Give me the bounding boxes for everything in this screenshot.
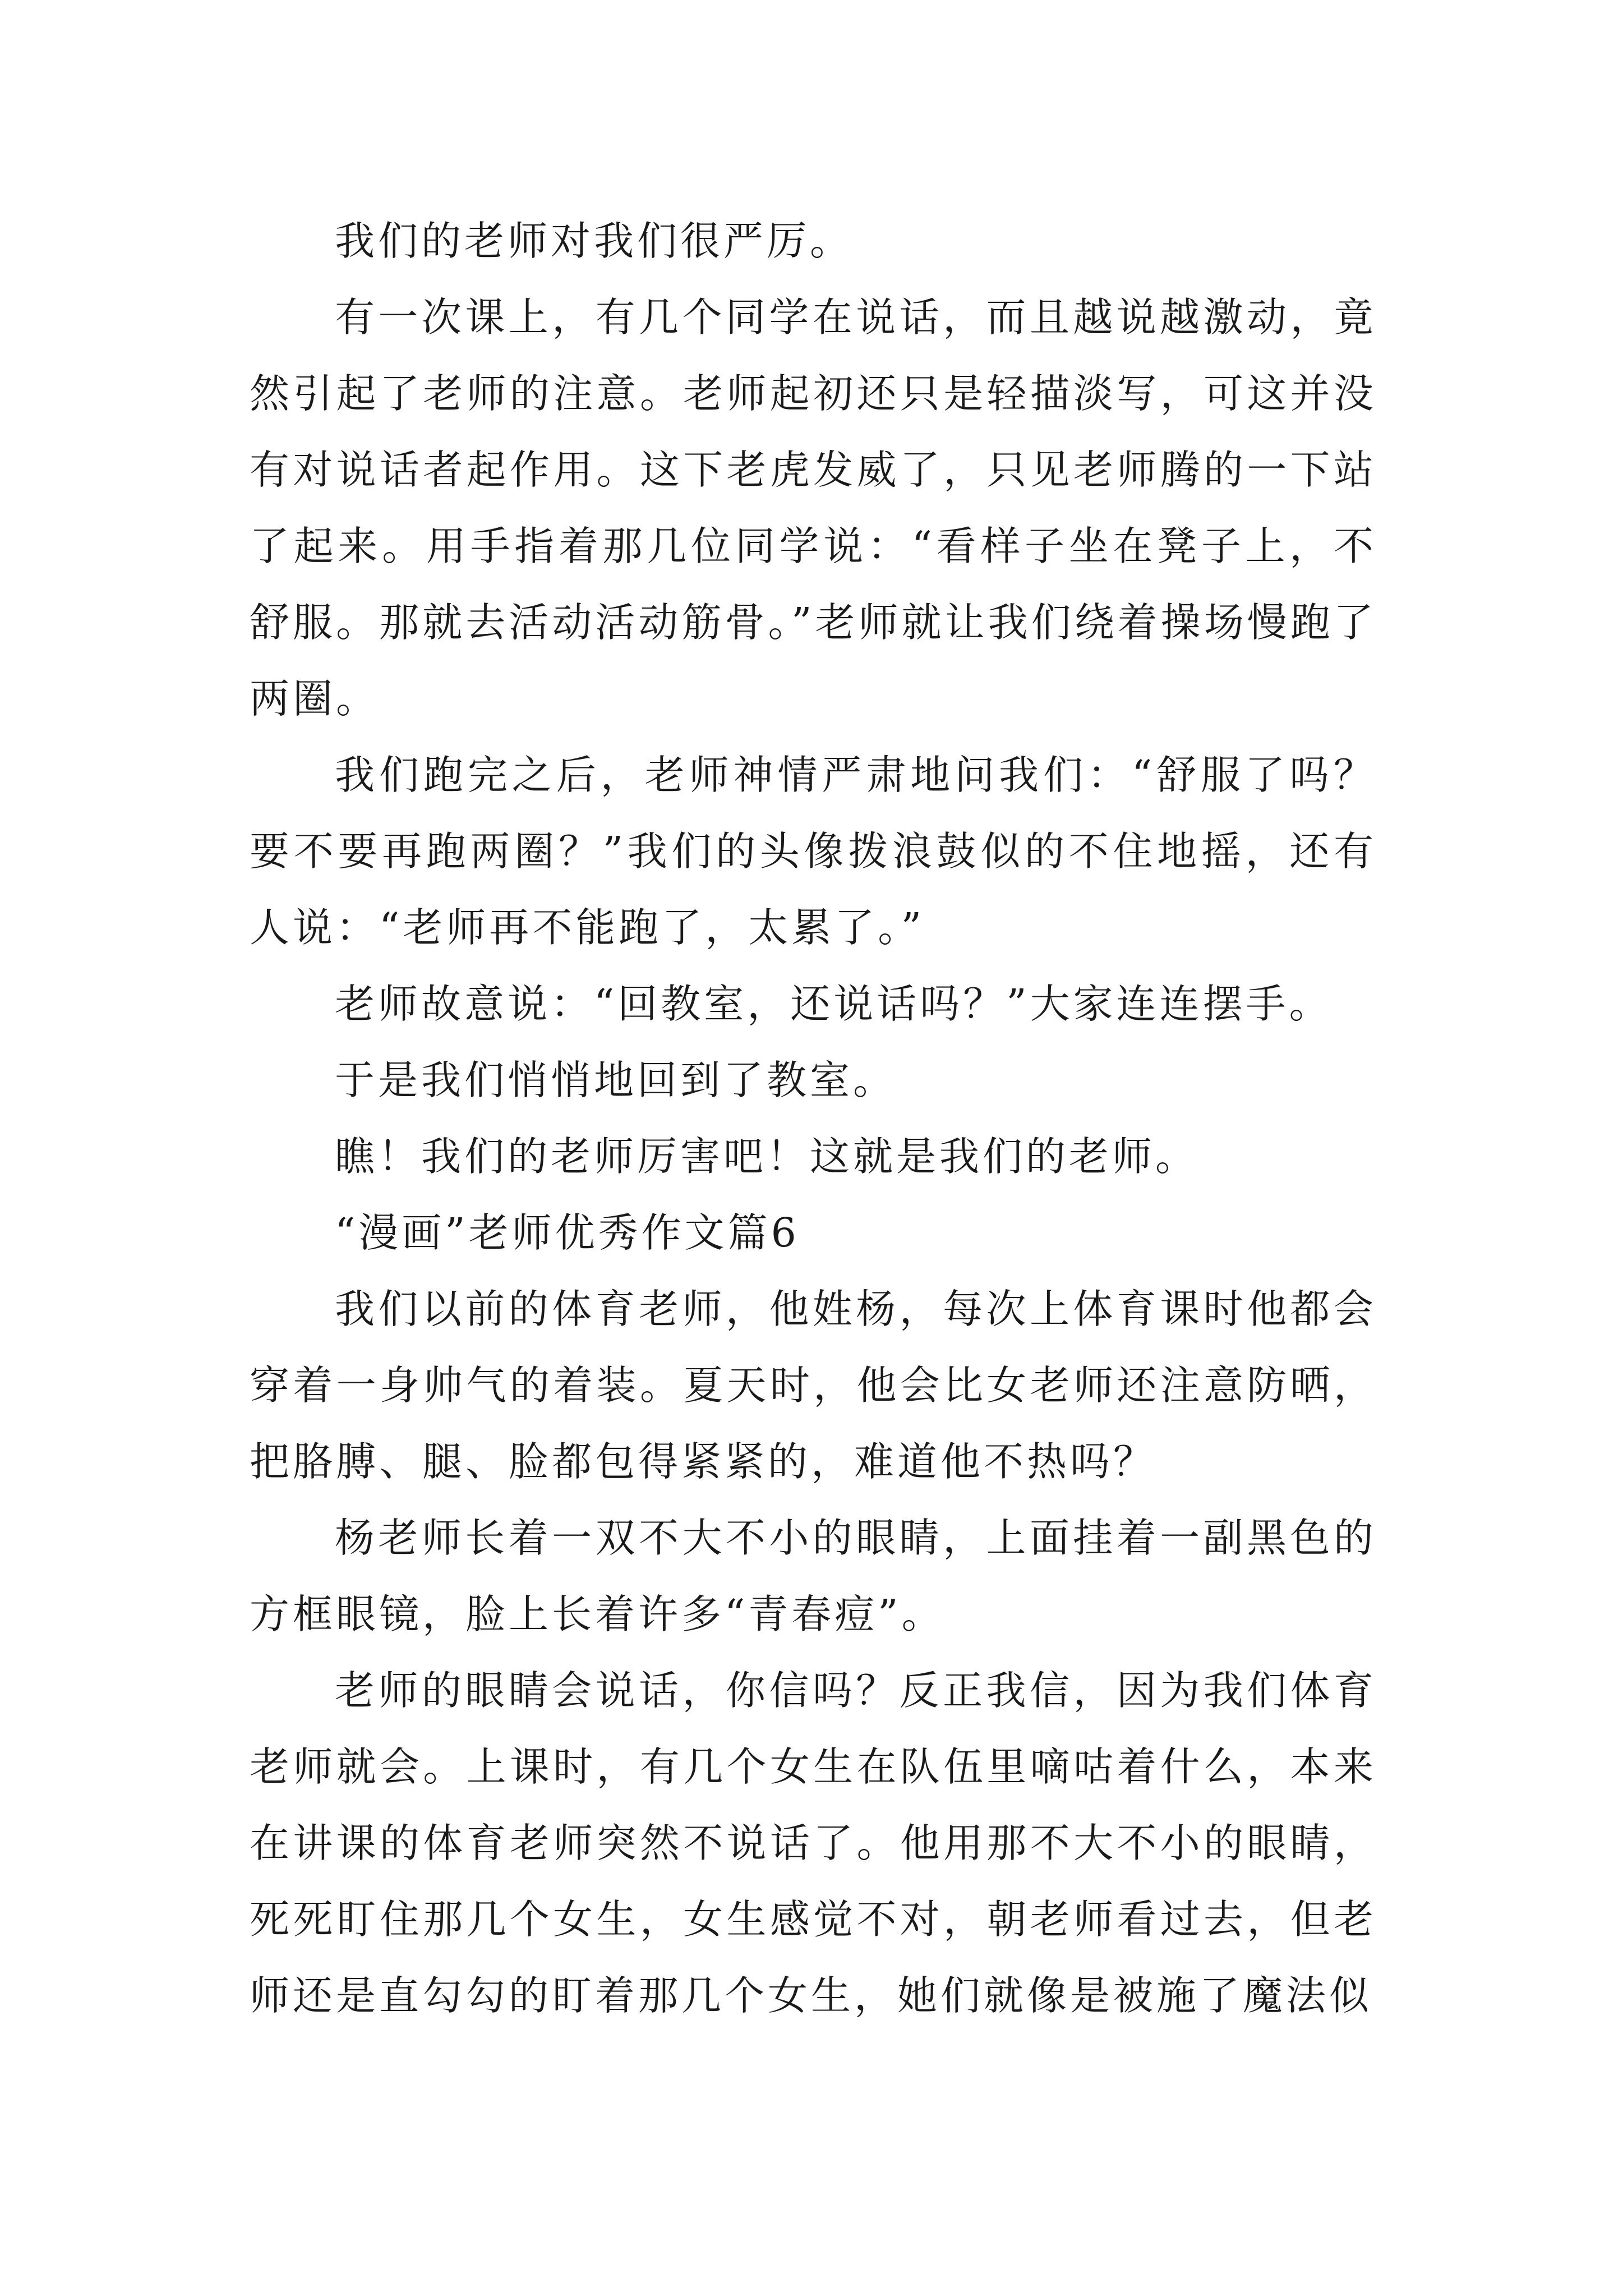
paragraph: 瞧！我们的老师厉害吧！这就是我们的老师。	[335, 1133, 1199, 1180]
paragraph: 有一次课上，有几个同学在说话，而且越说越激动，竟然引起了老师的注意。老师起初还只是轻描淡写，可这并没有对说话者起作用。这下老虎发威了，只见老师腾的一下站了起来。用手指着那几位同学说：“看样子坐在凳子上，不舒服。那就去活动活动筋骨。”老师就让我们绕着操场慢跑了两圈。	[250, 294, 1377, 722]
paragraph: 我们跑完之后，老师神情严肃地问我们：“舒服了吗？要不要再跑两圈？”我们的头像拨浪鼓似的不住地摇，还有人说：“老师再不能跑了，太累了。”	[250, 752, 1377, 951]
paragraph: 于是我们悄悄地回到了教室。	[335, 1057, 897, 1103]
paragraph: 杨老师长着一双不大不小的眼睛，上面挂着一副黑色的方框眼镜，脸上长着许多“青春痘”。	[250, 1515, 1377, 1637]
section-heading: “漫画”老师优秀作文篇6	[335, 1209, 800, 1256]
paragraph: 老师故意说：“回教室，还说话吗？”大家连连摆手。	[335, 981, 1332, 1027]
document-body	[250, 203, 1377, 2034]
paragraph: 我们以前的体育老师，他姓杨，每次上体育课时他都会穿着一身帅气的着装。夏天时，他会比女老师还注意防晒，把胳膊、腿、脸都包得紧紧的，难道他不热吗？	[250, 1286, 1377, 1485]
paragraph: 我们的老师对我们很严厉。	[335, 218, 854, 264]
paragraph: 老师的眼睛会说话，你信吗？反正我信，因为我们体育老师就会。上课时，有几个女生在队伍里嘀咕着什么，本来在讲课的体育老师突然不说话了。他用那不大不小的眼睛，死死盯住那几个女生，女生感觉不对，朝老师看过去，但老师还是直勾勾的盯着那几个女生，她们就像是被施了魔法似	[250, 1667, 1377, 2019]
